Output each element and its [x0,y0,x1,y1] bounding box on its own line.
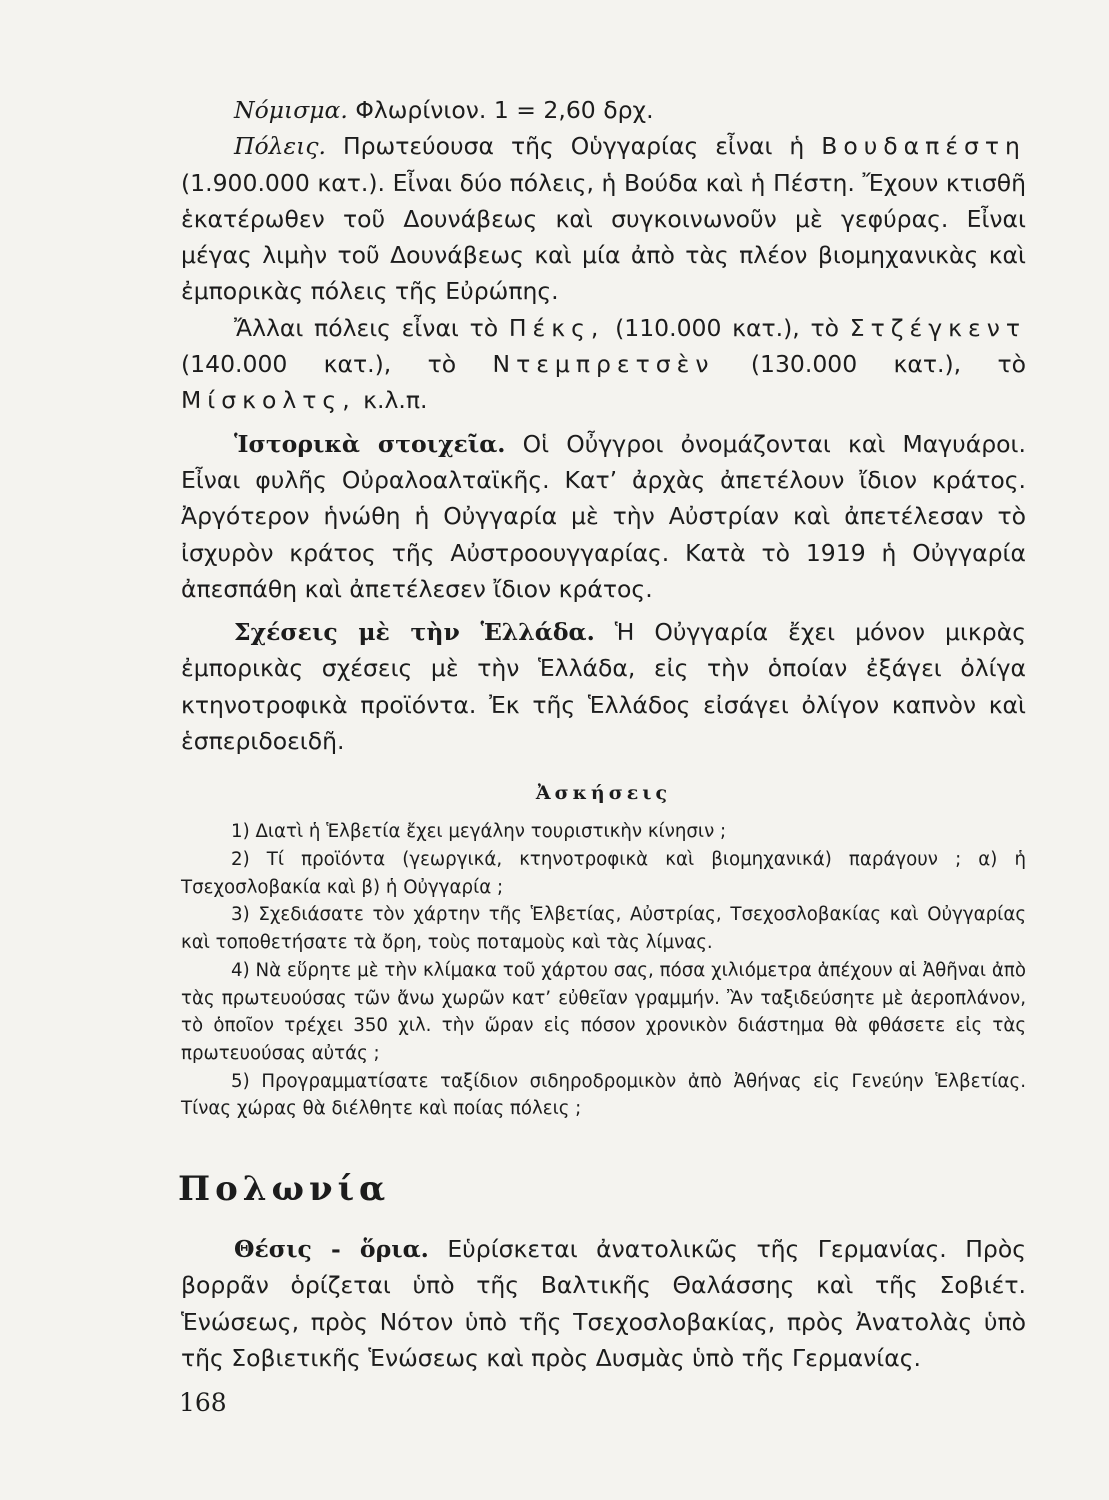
history-text: Οἱ Οὖγγροι ὀνομάζονται καὶ Μαγυάροι. Εἶναι φυλῆς Οὐραλοαλταϊκῆς. Κατ’ ἀρχὰς ἀπετέλουν ἴδιον κράτος. Ἀργότερον ἡνώθη ἡ Οὐγγαρία μὲ τὴν Αὐστρίαν καὶ ἀπετέλεσαν τὸ ἰσχυρὸν κράτος τῆς Αὐστροουγγαρίας. Κατὰ τὸ 1919 ἡ Οὐγγαρία ἀπεσπάθη καὶ ἀπετέλεσεν ἴδιον κράτος. [181,429,1026,603]
exercise-item: 1) Διατὶ ἡ Ἑλβετία ἔχει μεγάλην τουριστικὴν κίνησιν ; [231,821,727,843]
city-name: Μίσκολτς, [181,386,356,415]
capital-name: Βουδαπέστη [821,132,1026,161]
relations-label: Σχέσεις μὲ τὴν Ἑλλάδα. [234,618,595,647]
cities-paragraph [181,128,1026,309]
page-body [178,92,1026,1376]
city-name: Στζέγκεντ [849,313,1026,342]
exercise-item: 2) Τί προϊόντα (γεωργικά, κτηνοτροφικὰ καὶ βιομηχανικά) παράγουν ; α) ἡ Τσεχοσλοβακία καὶ β) ἡ Οὐγγαρία ; [181,849,1026,898]
position-text: Εὑρίσκεται ἀνατολικῶς τῆς Γερμανίας. Πρὸς βορρᾶν ὁρίζεται ὑπὸ τῆς Βαλτικῆς Θαλάσσης καὶ τῆς Σοβιέτ. Ἑνώσεως, πρὸς Νότον ὑπὸ τῆς Τσεχοσλοβακίας, πρὸς Ἀνατολὰς ὑπὸ τῆς Σοβιετικῆς Ἑνώσεως καὶ πρὸς Δυσμὰς ὑπὸ τῆς Γερμανίας. [181,1235,1026,1372]
page-number: 168 [179,1388,227,1417]
relations-text: Ἡ Οὐγγαρία ἔχει μόνον μικρὰς ἐμπορικὰς σχέσεις μὲ τὴν Ἑλλάδα, εἰς τὴν ὁποίαν ἐξάγει ὀλίγα κτηνοτροφικὰ προϊόντα. Ἐκ τῆς Ἑλλάδος εἰσάγει ὀλίγον καπνὸν καὶ ἑσπεριδοειδῆ. [181,618,1026,756]
position-label: Θέσις - ὅρια. [234,1235,429,1264]
exercise-item: 5) Προγραμματίσατε ταξίδιον σιδηροδρομικὸν ἀπὸ Ἀθήνας εἰς Γενεύην Ἑλβετίας. Τίνας χώρας θὰ διέλθητε καὶ ποίας πόλεις ; [181,1070,1026,1120]
city-name: Ντεμπρετσὲν [492,350,715,379]
city-population: (110.000 κατ.), τὸ [615,313,840,342]
chapter-title: Πολωνία [178,1169,391,1210]
city-name: Πέκς, [508,313,605,342]
currency-paragraph [181,92,1026,128]
city-population: (140.000 κατ.), τὸ [181,350,457,379]
cities-text-2: (1.900.000 κατ.). Εἶναι δύο πόλεις, ἡ Βούδα καὶ ἡ Πέστη. Ἔχουν κτισθῆ ἑκατέρωθεν τοῦ Δουνάβεως καὶ συγκοινωνοῦν μὲ γεφύρας. Εἶναι μέγας λιμὴν τοῦ Δουνάβεως καὶ μία ἀπὸ τὰς πλέον βιομηχανικὰς καὶ ἐμπορικὰς πόλεις τῆς Εὐρώπης. [181,168,1026,306]
other-cities-paragraph [181,310,1026,419]
etc-text: κ.λ.π. [363,386,428,415]
currency-text: Φλωρίνιον. 1 = 2,60 δρχ. [355,96,654,124]
relations-paragraph [181,614,1026,759]
exercise-item: 4) Νὰ εὕρητε μὲ τὴν κλίμακα τοῦ χάρτου σας, πόσα χιλιόμετρα ἀπέχουν αἱ Ἀθῆναι ἀπὸ τὰς πρωτευούσας τῶν ἄνω χωρῶν κατ’ εὐθεῖαν γραμμήν. Ἂν ταξιδεύσητε μὲ ἀεροπλάνον, τὸ ὁποῖον τρέχει 350 χιλ. τὴν ὥραν εἰς πόσον χρονικὸν διάστημα θὰ φθάσετε εἰς τὰς πρωτευούσας αὐτάς ; [181,959,1026,1064]
cities-text-1: Πρωτεύουσα τῆς Οὑγγαρίας εἶναι ἡ [342,132,805,161]
city-population: (130.000 κατ.), τὸ [750,350,1026,379]
position-paragraph [181,1231,1026,1376]
cities-label: Πόλεις. [234,132,326,161]
history-label: Ἱστορικὰ στοιχεῖα. [234,429,506,458]
other-cities-intro: Ἄλλαι πόλεις εἶναι τὸ [234,313,499,342]
exercises-list [181,818,1026,1123]
currency-label: Νόμισμα. [234,96,348,124]
exercises-title: Ἀσκήσεις [535,782,672,805]
exercise-item: 3) Σχεδιάσατε τὸν χάρτην τῆς Ἑλβετίας, Αὐστρίας, Τσεχοσλοβακίας καὶ Οὐγγαρίας καὶ τοποθετήσατε τὰ ὄρη, τοὺς ποταμοὺς καὶ τὰς λίμνας. [181,904,1026,954]
history-paragraph [181,426,1026,607]
